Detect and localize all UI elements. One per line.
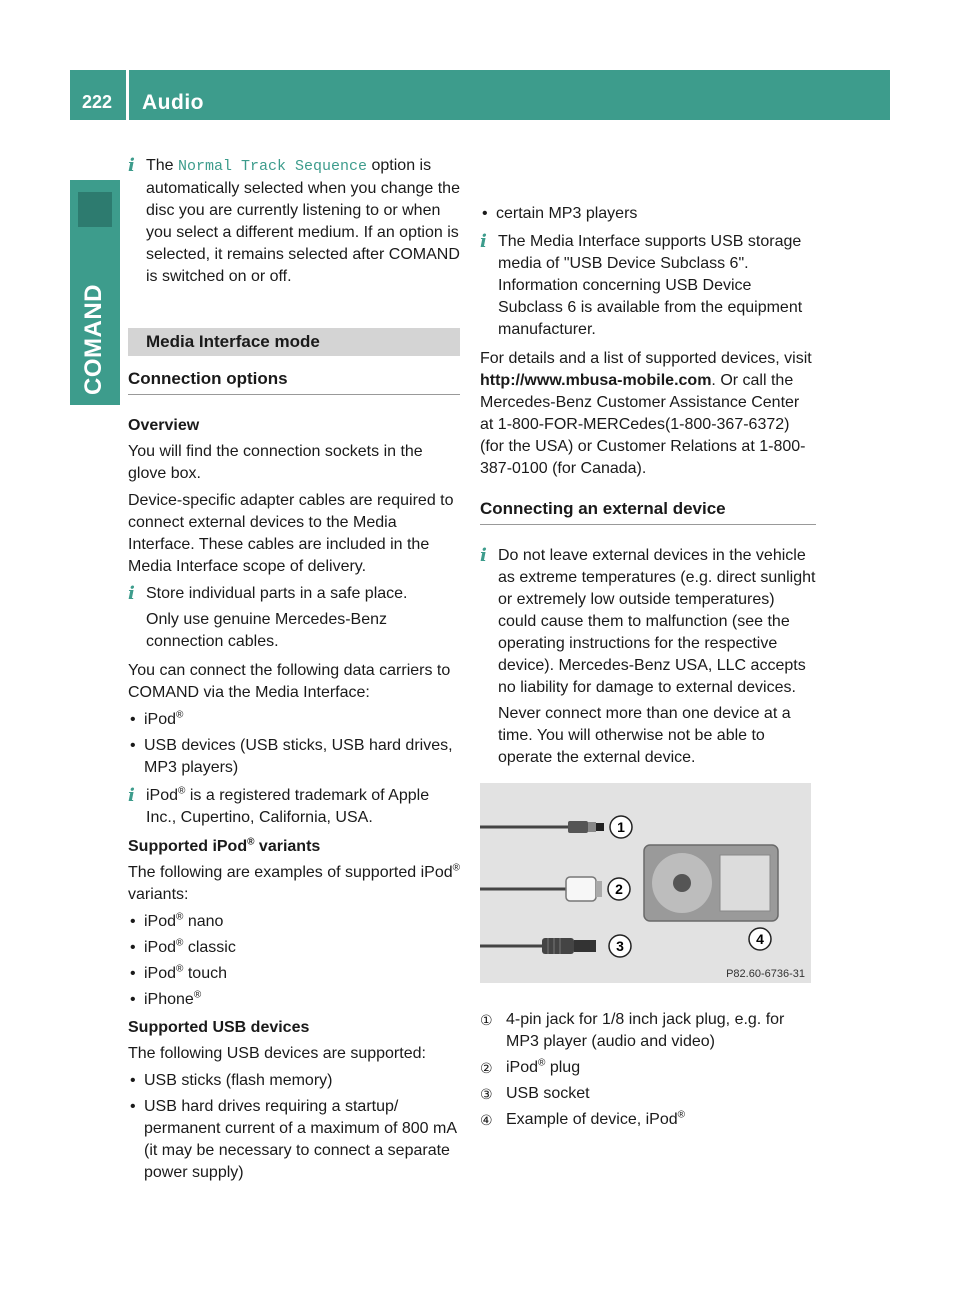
callout-number: ① xyxy=(480,1012,493,1028)
ipod-device-illustration xyxy=(644,845,778,921)
list-item: • USB hard drives requiring a startup/ permanent current of a maximum of 800 mA (it may be necessary to connect a separate power supply) xyxy=(128,1096,460,1184)
connection-illustration xyxy=(480,783,811,983)
text: touch xyxy=(183,965,227,982)
menu-option-code: Normal Track Sequence xyxy=(178,158,368,175)
list-item xyxy=(128,709,460,731)
callout-number: ② xyxy=(480,1060,493,1076)
usb-devices-list xyxy=(128,1070,460,1184)
callout-1-marker xyxy=(610,816,632,838)
info-text-post: option is automatically selected when you change the disc you are currently listening to or when you select a different medium. If an option is selected, it remains selected after COMAND is switched on or off. xyxy=(146,157,460,285)
info-icon: i xyxy=(480,231,487,252)
text: plug xyxy=(545,1059,581,1076)
side-tab-marker xyxy=(78,192,112,227)
list-item xyxy=(128,989,460,1011)
info-note-text: The Media Interface supports USB storage media of "USB Device Subclass 6". Information concerning USB Device Subclass 6 is available from the equipment manufacturer. xyxy=(498,233,803,338)
text: Supported iPod xyxy=(128,838,248,855)
section-band: Media Interface mode xyxy=(128,328,460,356)
registered-mark: ® xyxy=(247,836,255,848)
text: iPod xyxy=(144,939,177,956)
list-item: • USB sticks (flash memory) xyxy=(128,1070,460,1092)
text: is a registered trademark of Apple Inc., Cupertino, California, USA. xyxy=(146,787,430,826)
right-column xyxy=(480,155,816,1135)
info-note-text: Only use genuine Mercedes-Benz connection cables. xyxy=(146,611,388,650)
side-tab-label: COMAND xyxy=(80,284,107,395)
header-divider xyxy=(126,70,129,120)
list-item-text: USB devices (USB sticks, USB hard drives, MP3 players) xyxy=(144,737,453,776)
callout-4-marker xyxy=(749,928,771,950)
page-header xyxy=(70,70,890,120)
callout-2-marker xyxy=(608,878,630,900)
callout-item xyxy=(480,1057,816,1079)
text: 4-pin jack for 1/8 inch jack plug, e.g. for MP3 player (audio and video) xyxy=(506,1011,785,1050)
text: variants xyxy=(254,838,321,855)
list-item xyxy=(128,937,460,959)
usb-devices-intro: The following USB devices are supported: xyxy=(128,1045,426,1062)
info-note-usb-subclass xyxy=(480,231,816,341)
list-item-text: iPod xyxy=(144,711,177,728)
list-item: • certain MP3 players xyxy=(480,203,816,225)
info-note-text: Never connect more than one device at a time. You will otherwise not be able to operate the external device. xyxy=(498,705,791,766)
section-heading-connection: Connection options xyxy=(128,368,460,395)
connection-figure xyxy=(480,783,811,983)
list-item xyxy=(128,911,460,933)
text: USB socket xyxy=(506,1085,590,1102)
left-column xyxy=(128,155,460,1190)
info-icon: i xyxy=(480,545,487,566)
ipod-plug-illustration xyxy=(480,877,602,901)
support-details xyxy=(480,348,816,480)
support-url: http://www.mbusa-mobile.com xyxy=(480,372,712,389)
registered-mark: ® xyxy=(176,963,184,975)
figure-code: P82.60-6736-31 xyxy=(726,968,805,980)
callout-item xyxy=(480,1009,816,1053)
list-item xyxy=(128,735,460,779)
registered-mark: ® xyxy=(193,989,202,1001)
carriers-list xyxy=(128,709,460,779)
text: iPod xyxy=(506,1059,539,1076)
callout-item xyxy=(480,1109,816,1131)
registered-mark: ® xyxy=(176,937,184,949)
text: For details and a list of supported devices, visit xyxy=(480,350,812,367)
text: nano xyxy=(183,913,224,930)
ipod-variants-intro xyxy=(128,862,460,906)
info-icon: i xyxy=(128,583,135,604)
text: Example of device, iPod xyxy=(506,1111,678,1128)
info-note-text: Store individual parts in a safe place. xyxy=(146,585,408,602)
side-chapter-tab xyxy=(70,180,120,405)
text: iPhone xyxy=(144,991,194,1008)
registered-mark: ® xyxy=(452,862,461,874)
info-icon: i xyxy=(128,785,135,806)
text: variants: xyxy=(128,886,189,903)
usb-cable-illustration xyxy=(480,938,596,954)
info-note-track-sequence xyxy=(128,155,460,288)
usb-devices-heading: Supported USB devices xyxy=(128,1019,310,1036)
info-note-text: Do not leave external devices in the vehicle as extreme temperatures (e.g. direct sunlight or extremely low outside temperatures) could cause them to malfunction (see the operating instructions for the respective device). Mercedes-Benz USA, LLC accepts no liability for damage to external devices. xyxy=(498,547,816,696)
page-number: 222 xyxy=(82,92,113,112)
text: iPod xyxy=(146,787,179,804)
info-icon: i xyxy=(128,155,135,176)
info-note-text xyxy=(146,155,460,288)
callout-3-marker xyxy=(609,935,631,957)
registered-mark: ® xyxy=(176,911,184,923)
text: The following are examples of supported iPod xyxy=(128,864,453,881)
info-note-parts xyxy=(128,583,460,653)
registered-mark: ® xyxy=(176,709,184,721)
info-note-text xyxy=(146,785,460,829)
overview-heading: Overview xyxy=(128,417,200,434)
callout-item xyxy=(480,1083,816,1105)
info-note-trademark xyxy=(128,785,460,829)
overview-paragraph-2: Device-specific adapter cables are required to connect external devices to the Media Interface. These cables are included in the Media Interface scope of delivery. xyxy=(128,492,454,575)
list-item xyxy=(128,963,460,985)
carriers-intro: You can connect the following data carriers to COMAND via the Media Interface: xyxy=(128,662,451,701)
ipod-variants-list xyxy=(128,911,460,1011)
info-text-pre: The xyxy=(146,157,179,174)
info-note-external-devices xyxy=(480,545,816,769)
ipod-variants-heading xyxy=(128,836,460,858)
callout-number: ③ xyxy=(480,1086,493,1102)
callout-list xyxy=(480,1009,816,1131)
section-heading-connecting: Connecting an external device xyxy=(480,498,816,525)
svg-text:2: 2 xyxy=(615,881,623,897)
overview-paragraph-1: You will find the connection sockets in the glove box. xyxy=(128,443,423,482)
svg-text:3: 3 xyxy=(616,938,624,954)
page-title: Audio xyxy=(142,91,204,114)
text: iPod xyxy=(144,913,177,930)
svg-text:1: 1 xyxy=(617,819,625,835)
text: classic xyxy=(183,939,236,956)
text: . Or call the Mercedes-Benz Customer Assistance Center at 1-800-FOR-MERCedes(1-800-367-6372) (for the USA) or Customer Relations at 1-800-387-0100 (for Canada). xyxy=(480,372,806,477)
jack-cable-illustration xyxy=(480,821,604,833)
callout-number: ④ xyxy=(480,1112,493,1128)
usb-devices-list-continued xyxy=(480,203,816,225)
svg-text:4: 4 xyxy=(756,931,764,947)
registered-mark: ® xyxy=(538,1057,546,1069)
registered-mark: ® xyxy=(178,785,186,797)
registered-mark: ® xyxy=(677,1109,686,1121)
text: iPod xyxy=(144,965,177,982)
